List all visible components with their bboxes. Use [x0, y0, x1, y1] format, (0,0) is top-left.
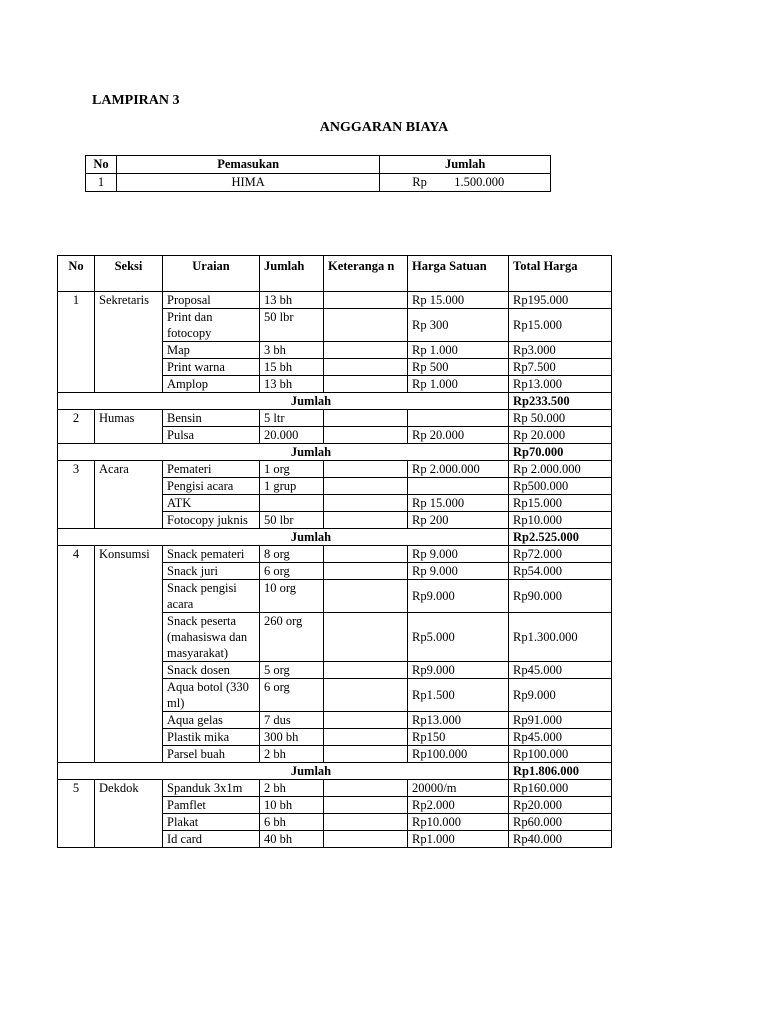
section-number: 4: [58, 546, 95, 763]
item-quantity: 7 dus: [260, 712, 324, 729]
item-total: Rp 2.000.000: [509, 461, 612, 478]
subtotal-label: Jumlah: [58, 529, 509, 546]
table-row: [58, 410, 612, 427]
section-name: Acara: [95, 461, 163, 529]
item-description: Spanduk 3x1m: [163, 780, 260, 797]
item-description: Pamflet: [163, 797, 260, 814]
item-unit-price: Rp13.000: [408, 712, 509, 729]
item-unit-price: Rp 15.000: [408, 292, 509, 309]
item-total: Rp9.000: [509, 679, 612, 712]
item-total: Rp20.000: [509, 797, 612, 814]
item-unit-price: Rp 200: [408, 512, 509, 529]
item-total: Rp160.000: [509, 780, 612, 797]
item-quantity: 2 bh: [260, 746, 324, 763]
item-description: Plakat: [163, 814, 260, 831]
section-number: 2: [58, 410, 95, 444]
item-unit-price: Rp150: [408, 729, 509, 746]
item-quantity: 2 bh: [260, 780, 324, 797]
item-description: Snack pengisi acara: [163, 580, 260, 613]
document-title: ANGGARAN BIAYA: [319, 120, 449, 135]
item-note: [324, 376, 408, 393]
item-quantity: 260 org: [260, 613, 324, 662]
item-description: Plastik mika: [163, 729, 260, 746]
item-quantity: 5 ltr: [260, 410, 324, 427]
subtotal-value: Rp233.500: [509, 393, 612, 410]
item-quantity: 13 bh: [260, 292, 324, 309]
item-total: Rp3.000: [509, 342, 612, 359]
table-row: [58, 292, 612, 309]
item-note: [324, 512, 408, 529]
item-total: Rp13.000: [509, 376, 612, 393]
item-description: Parsel buah: [163, 746, 260, 763]
item-quantity: 5 org: [260, 662, 324, 679]
section-number: 1: [58, 292, 95, 393]
item-description: Snack peserta (mahasiswa dan masyarakat): [163, 613, 260, 662]
item-description: Snack dosen: [163, 662, 260, 679]
item-total: Rp54.000: [509, 563, 612, 580]
item-note: [324, 831, 408, 848]
item-description: Aqua gelas: [163, 712, 260, 729]
subtotal-value: Rp1.806.000: [509, 763, 612, 780]
item-total: Rp72.000: [509, 546, 612, 563]
item-note: [324, 662, 408, 679]
item-total: Rp7.500: [509, 359, 612, 376]
item-note: [324, 495, 408, 512]
item-description: Id card: [163, 831, 260, 848]
item-quantity: 6 org: [260, 563, 324, 580]
expense-body: [58, 292, 612, 848]
item-unit-price: Rp 9.000: [408, 563, 509, 580]
item-quantity: 8 org: [260, 546, 324, 563]
item-total: Rp500.000: [509, 478, 612, 495]
subtotal-row: [58, 444, 612, 461]
item-note: [324, 729, 408, 746]
item-note: [324, 712, 408, 729]
item-description: Fotocopy juknis: [163, 512, 260, 529]
item-description: Map: [163, 342, 260, 359]
item-note: [324, 359, 408, 376]
item-note: [324, 546, 408, 563]
item-unit-price: Rp 15.000: [408, 495, 509, 512]
subtotal-label: Jumlah: [58, 763, 509, 780]
item-quantity: [260, 495, 324, 512]
item-total: Rp15.000: [509, 495, 612, 512]
expense-header-uraian: Uraian: [163, 256, 260, 292]
item-description: Print dan fotocopy: [163, 309, 260, 342]
item-note: [324, 563, 408, 580]
expense-header-seksi: Seksi: [95, 256, 163, 292]
item-unit-price: Rp1.000: [408, 831, 509, 848]
item-unit-price: Rp100.000: [408, 746, 509, 763]
item-total: Rp100.000: [509, 746, 612, 763]
item-description: ATK: [163, 495, 260, 512]
item-description: Print warna: [163, 359, 260, 376]
item-total: Rp15.000: [509, 309, 612, 342]
item-total: Rp1.300.000: [509, 613, 612, 662]
item-note: [324, 410, 408, 427]
income-row: [86, 174, 551, 192]
item-description: Amplop: [163, 376, 260, 393]
item-unit-price: Rp 2.000.000: [408, 461, 509, 478]
item-quantity: 40 bh: [260, 831, 324, 848]
item-note: [324, 679, 408, 712]
item-quantity: 6 org: [260, 679, 324, 712]
item-quantity: 3 bh: [260, 342, 324, 359]
item-note: [324, 478, 408, 495]
table-row: [58, 546, 612, 563]
subtotal-row: [58, 393, 612, 410]
section-name: Konsumsi: [95, 546, 163, 763]
income-cell-jumlah: [380, 174, 551, 192]
item-unit-price: Rp 1.000: [408, 376, 509, 393]
item-unit-price: Rp1.500: [408, 679, 509, 712]
item-unit-price: Rp10.000: [408, 814, 509, 831]
subtotal-label: Jumlah: [58, 444, 509, 461]
item-description: Snack juri: [163, 563, 260, 580]
subtotal-value: Rp2.525.000: [509, 529, 612, 546]
income-amount: 1.500.000: [454, 175, 505, 189]
income-header-jumlah: Jumlah: [380, 156, 551, 174]
item-total: Rp195.000: [509, 292, 612, 309]
item-unit-price: 20000/m: [408, 780, 509, 797]
income-header-pemasukan: Pemasukan: [116, 156, 379, 174]
table-row: [58, 780, 612, 797]
item-note: [324, 580, 408, 613]
item-unit-price: [408, 410, 509, 427]
section-name: Humas: [95, 410, 163, 444]
section-name: Sekretaris: [95, 292, 163, 393]
item-description: Bensin: [163, 410, 260, 427]
expense-header-keterangan: Keteranga n: [324, 256, 408, 292]
item-quantity: 13 bh: [260, 376, 324, 393]
income-table: [85, 155, 551, 192]
item-total: Rp 50.000: [509, 410, 612, 427]
item-total: Rp90.000: [509, 580, 612, 613]
income-header-no: No: [86, 156, 117, 174]
item-unit-price: Rp9.000: [408, 580, 509, 613]
item-description: Snack pemateri: [163, 546, 260, 563]
item-note: [324, 814, 408, 831]
expense-header-harga-satuan: Harga Satuan: [408, 256, 509, 292]
item-unit-price: [408, 478, 509, 495]
item-total: Rp91.000: [509, 712, 612, 729]
expense-table: [57, 255, 612, 848]
income-cell-pemasukan: HIMA: [116, 174, 379, 192]
item-total: Rp45.000: [509, 662, 612, 679]
item-note: [324, 797, 408, 814]
item-note: [324, 309, 408, 342]
table-row: [58, 461, 612, 478]
item-unit-price: Rp 9.000: [408, 546, 509, 563]
item-quantity: 20.000: [260, 427, 324, 444]
item-unit-price: Rp9.000: [408, 662, 509, 679]
item-note: [324, 427, 408, 444]
item-total: Rp10.000: [509, 512, 612, 529]
item-unit-price: Rp 1.000: [408, 342, 509, 359]
item-quantity: 10 org: [260, 580, 324, 613]
item-description: Aqua botol (330 ml): [163, 679, 260, 712]
item-note: [324, 613, 408, 662]
item-note: [324, 342, 408, 359]
item-quantity: 50 lbr: [260, 512, 324, 529]
item-quantity: 15 bh: [260, 359, 324, 376]
expense-header-total-harga: Total Harga: [509, 256, 612, 292]
item-unit-price: Rp 300: [408, 309, 509, 342]
item-total: Rp40.000: [509, 831, 612, 848]
income-cell-no: 1: [86, 174, 117, 192]
expense-header-jumlah: Jumlah: [260, 256, 324, 292]
item-total: Rp 20.000: [509, 427, 612, 444]
subtotal-value: Rp70.000: [509, 444, 612, 461]
appendix-title: LAMPIRAN 3: [92, 93, 180, 108]
item-note: [324, 780, 408, 797]
item-quantity: 300 bh: [260, 729, 324, 746]
subtotal-row: [58, 529, 612, 546]
expense-header-row: [58, 256, 612, 292]
item-description: Pengisi acara: [163, 478, 260, 495]
subtotal-label: Jumlah: [58, 393, 509, 410]
item-note: [324, 292, 408, 309]
item-note: [324, 746, 408, 763]
item-total: Rp45.000: [509, 729, 612, 746]
income-header-row: [86, 156, 551, 174]
item-unit-price: Rp 20.000: [408, 427, 509, 444]
item-quantity: 1 org: [260, 461, 324, 478]
expense-header-no: No: [58, 256, 95, 292]
item-note: [324, 461, 408, 478]
item-quantity: 10 bh: [260, 797, 324, 814]
item-quantity: 6 bh: [260, 814, 324, 831]
section-number: 3: [58, 461, 95, 529]
item-unit-price: Rp5.000: [408, 613, 509, 662]
item-quantity: 1 grup: [260, 478, 324, 495]
item-description: Proposal: [163, 292, 260, 309]
item-unit-price: Rp2.000: [408, 797, 509, 814]
section-number: 5: [58, 780, 95, 848]
item-quantity: 50 lbr: [260, 309, 324, 342]
section-name: Dekdok: [95, 780, 163, 848]
item-description: Pemateri: [163, 461, 260, 478]
item-total: Rp60.000: [509, 814, 612, 831]
item-description: Pulsa: [163, 427, 260, 444]
income-currency: Rp: [412, 175, 427, 189]
subtotal-row: [58, 763, 612, 780]
item-unit-price: Rp 500: [408, 359, 509, 376]
